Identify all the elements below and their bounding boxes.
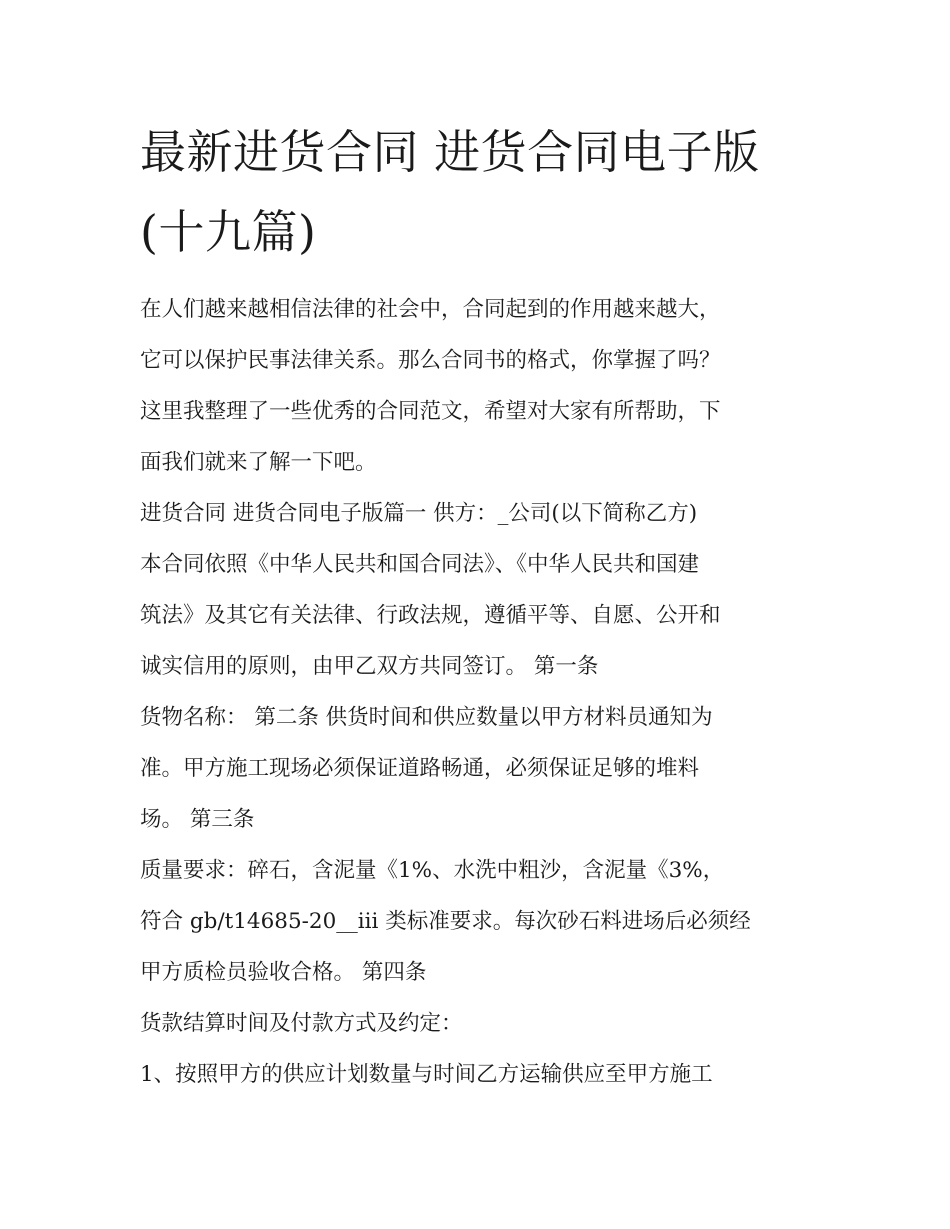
body-line: 这里我整理了一些优秀的合同范文，希望对大家有所帮助，下: [140, 399, 721, 424]
body-line: 筑法》及其它有关法律、行政法规，遵循平等、自愿、公开和: [140, 603, 721, 628]
body-line: 面我们就来了解一下吧。: [140, 450, 377, 475]
title-line: 最新进货合同 进货合同电子版: [140, 125, 760, 179]
body-line: 甲方质检员验收合格。 第四条: [140, 960, 427, 985]
document-body: [140, 284, 820, 1100]
body-line: 场。 第三条: [140, 807, 255, 832]
body-line: 在人们越来越相信法律的社会中，合同起到的作用越来越大，: [140, 297, 721, 322]
body-line: 货款结算时间及付款方式及约定：: [140, 1011, 463, 1036]
title-line: (十九篇): [140, 205, 317, 259]
document-title: [140, 112, 820, 272]
body-line: 诚实信用的原则，由甲乙双方共同签订。 第一条: [140, 654, 599, 679]
body-line: 准。甲方施工现场必须保证道路畅通，必须保证足够的堆料: [140, 756, 700, 781]
document-page: [140, 112, 820, 1100]
body-line: 1、按照甲方的供应计划数量与时间乙方运输供应至甲方施工: [140, 1062, 713, 1087]
body-line: 本合同依照《中华人民共和国合同法》、《中华人民共和国建: [140, 552, 700, 577]
body-line: 货物名称： 第二条 供货时间和供应数量以甲方材料员通知为: [140, 705, 713, 730]
body-line: 进货合同 进货合同电子版篇一 供方：_公司(以下简称乙方): [140, 501, 698, 526]
body-line: 它可以保护民事法律关系。那么合同书的格式，你掌握了吗？: [140, 348, 721, 373]
body-line: 质量要求：碎石，含泥量《1%、水洗中粗沙，含泥量《3%，: [140, 858, 725, 883]
body-line: 符合 gb/t14685-20__iii 类标准要求。每次砂石料进场后必须经: [140, 909, 751, 934]
